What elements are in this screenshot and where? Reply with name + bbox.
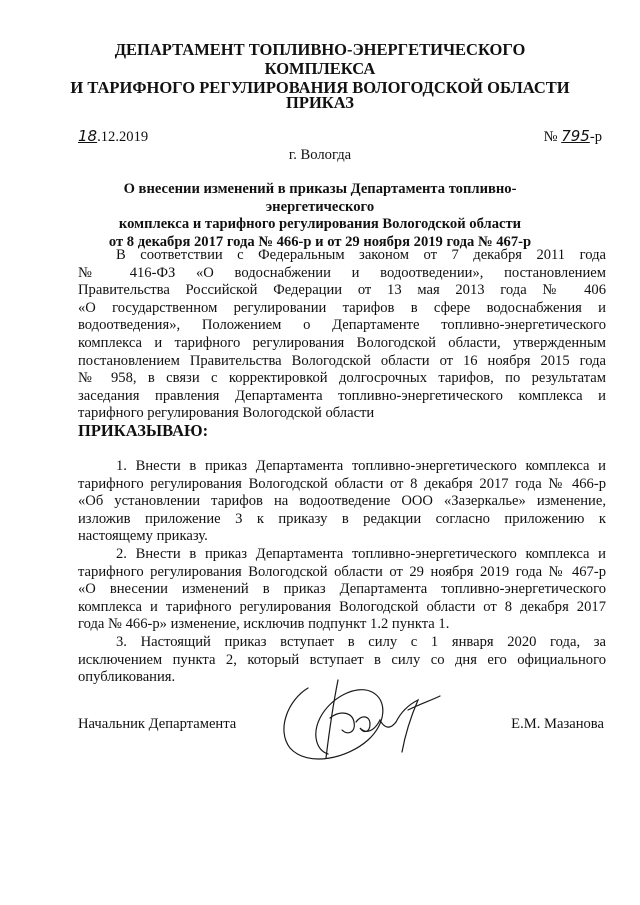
preamble-line: тарифного регулирования Вологодской области bbox=[78, 405, 375, 422]
item-2-line: года № 466-р» изменение, исключив подпункт 1.2 пункта 1. bbox=[78, 616, 450, 633]
number-handwritten: 795 bbox=[561, 127, 590, 145]
department-header bbox=[60, 40, 580, 97]
document-type-title: ПРИКАЗ bbox=[286, 93, 354, 112]
item-2-line: 2. Внести в приказ Департамента топливно-энергетического комплекса и bbox=[116, 546, 606, 562]
order-subject bbox=[70, 181, 570, 251]
signer-position: Начальник Департамента bbox=[78, 716, 237, 732]
preamble-line: В соответствии с Федеральным законом от 7 декабря 2011 года bbox=[116, 247, 606, 263]
item-1-line: «Об установлении тарифов на водоотведение ООО «Зазеркалье» изменение, bbox=[78, 493, 606, 510]
preamble-line: комплекса и тарифного регулирования Вологодской области, утвержденным bbox=[78, 334, 606, 351]
signer-name: Е.М. Мазанова bbox=[511, 716, 604, 732]
item-2-line: тарифного регулирования Вологодской области от 29 ноября 2019 года № 467-р bbox=[78, 563, 606, 580]
number-suffix: -р bbox=[589, 129, 602, 145]
subject-line: от 8 декабря 2017 года № 466-р и от 29 ноября 2019 года № 467-р bbox=[108, 233, 532, 250]
order-item-2 bbox=[78, 546, 606, 634]
order-number bbox=[544, 128, 602, 147]
item-1-line: тарифного регулирования Вологодской области от 8 декабря 2017 года № 466-р bbox=[78, 475, 606, 492]
city-name: г. Вологда bbox=[288, 147, 352, 163]
item-1-line: настоящему приказу. bbox=[78, 528, 208, 545]
preamble-line: Правительства Российской Федерации от 13 мая 2013 года № 406 bbox=[78, 282, 606, 299]
number-prefix: № bbox=[543, 129, 558, 145]
subject-line: О внесении изменений в приказы Департамента топливно-энергетического bbox=[123, 181, 517, 215]
preamble-line: постановлением Правительства Вологодской области от 16 ноября 2015 года bbox=[78, 352, 606, 369]
item-1-line: 1. Внести в приказ Департамента топливно-энергетического комплекса и bbox=[116, 458, 606, 474]
preamble-line: водоотведения», Положением о Департаменте топливно-энергетического bbox=[78, 317, 606, 334]
preamble-line: № 416-ФЗ «О водоснабжении и водоотведении», постановлением bbox=[78, 264, 606, 281]
header-line-2: И ТАРИФНОГО РЕГУЛИРОВАНИЯ ВОЛОГОДСКОЙ ОБЛАСТИ bbox=[70, 78, 570, 97]
item-3-line: исключением пункта 2, который вступает в силу со дня его официального bbox=[78, 651, 606, 668]
item-3-line: опубликования. bbox=[78, 669, 176, 686]
preamble-paragraph bbox=[78, 247, 606, 423]
item-1-line: изложив приложение 3 к приказу в редакции согласно приложению к bbox=[78, 510, 606, 527]
order-date bbox=[78, 128, 148, 147]
preamble-line: «О государственном регулировании тарифов в сфере водоснабжения и bbox=[78, 299, 606, 316]
order-item-1 bbox=[78, 458, 606, 546]
preamble-line: № 958, в связи с корректировкой долгосрочных тарифов, по результатам bbox=[78, 370, 606, 387]
orders-word: ПРИКАЗЫВАЮ: bbox=[78, 421, 209, 440]
header-line-1: ДЕПАРТАМЕНТ ТОПЛИВНО-ЭНЕРГЕТИЧЕСКОГО КОМПЛЕКСА bbox=[114, 40, 526, 78]
date-day-handwritten: 18 bbox=[78, 127, 98, 145]
item-2-line: «О внесении изменений в приказ Департамента топливно-энергетического bbox=[78, 581, 606, 598]
handwritten-signature bbox=[268, 670, 448, 770]
item-3-line: 3. Настоящий приказ вступает в силу с 1 января 2020 года, за bbox=[116, 634, 606, 650]
item-2-line: комплекса и тарифного регулирования Вологодской области от 8 декабря 2017 bbox=[78, 598, 606, 615]
date-rest: .12.2019 bbox=[97, 129, 149, 145]
subject-line: комплекса и тарифного регулирования Вологодской области bbox=[118, 216, 522, 232]
preamble-line: заседания правления Департамента топливно-энергетического комплекса и bbox=[78, 387, 606, 404]
